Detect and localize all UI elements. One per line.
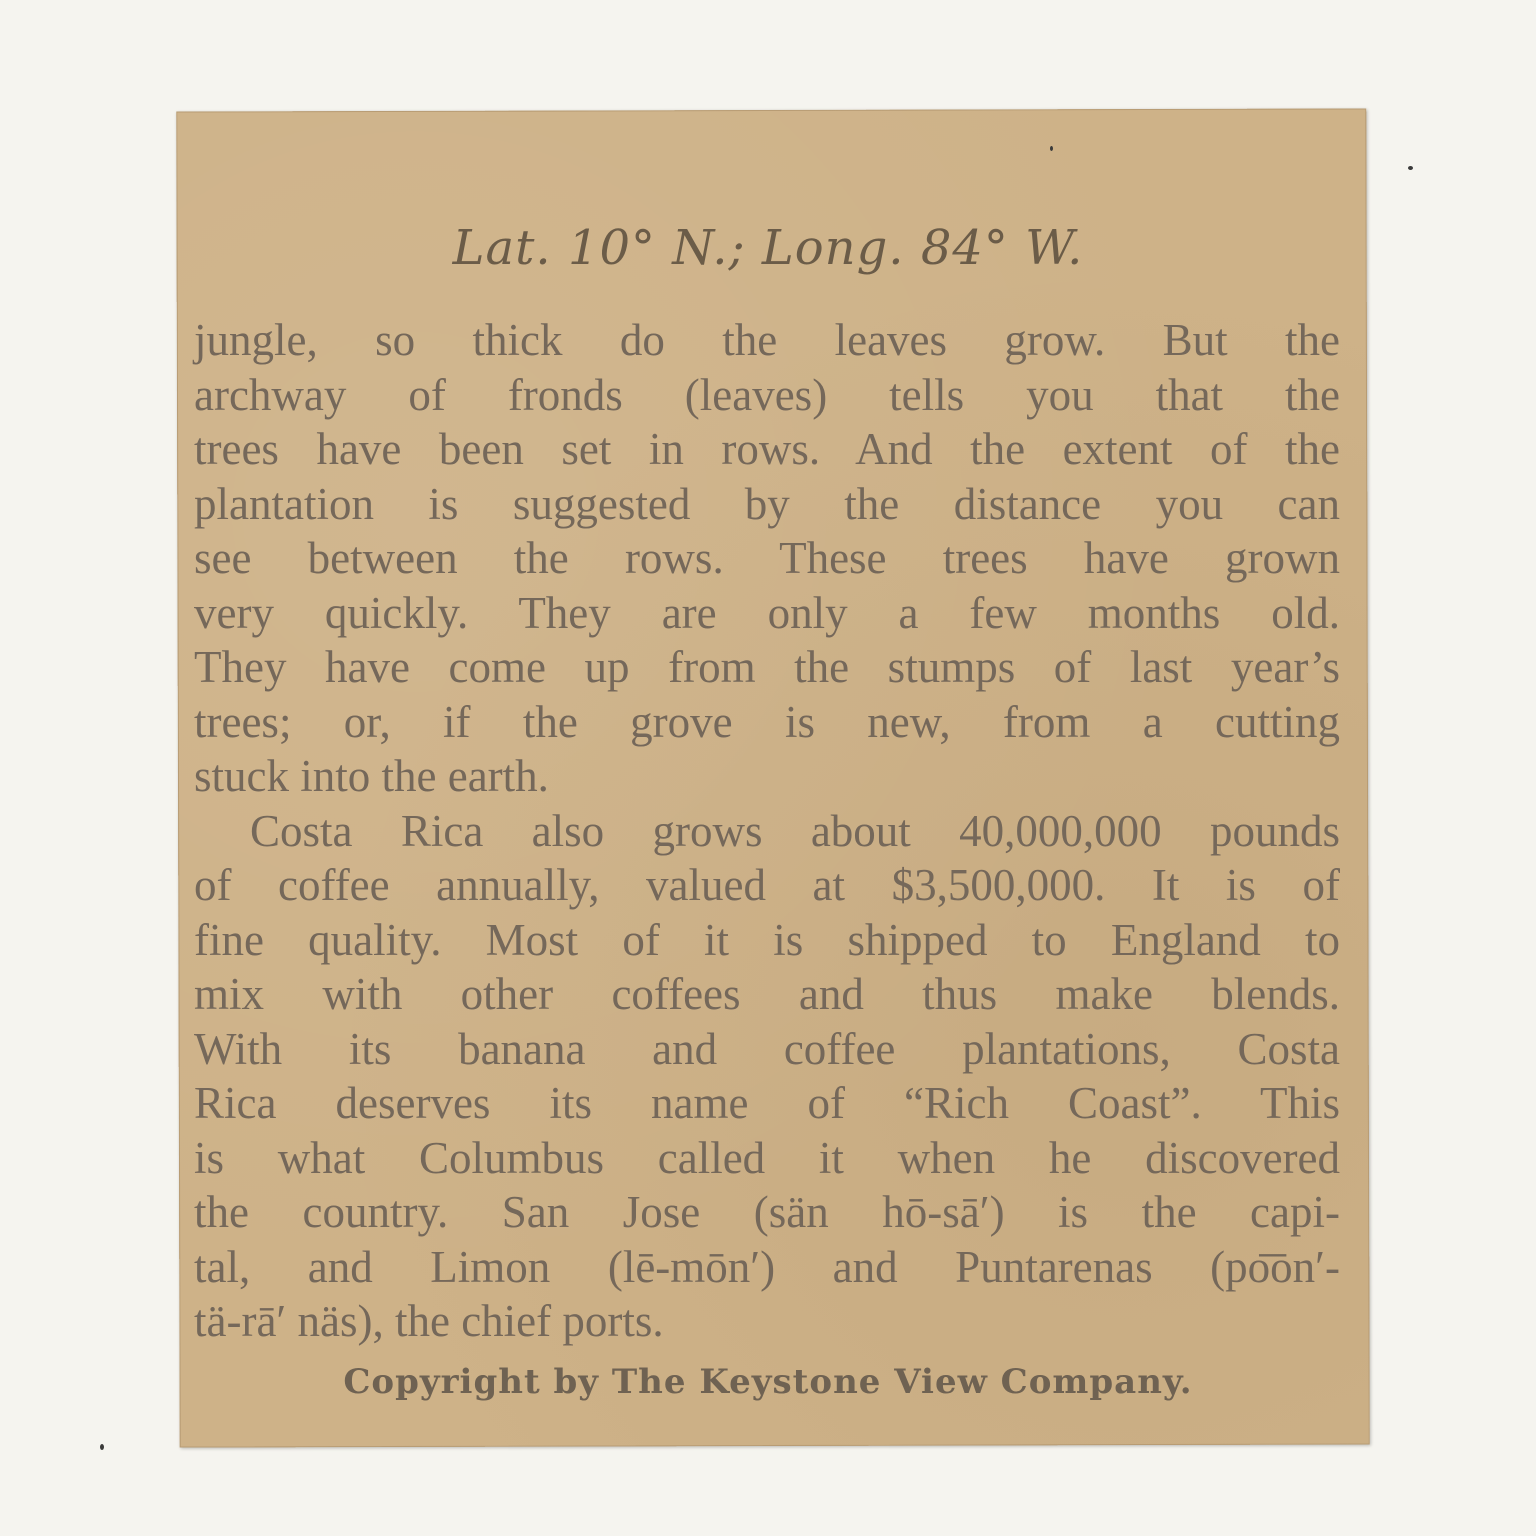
text-line: stuck into the earth. xyxy=(194,751,549,801)
text-line: Costa Rica also grows about 40,000,000 pounds xyxy=(250,805,1340,856)
text-line: of coffee annually, valued at $3,500,000. It is of xyxy=(194,860,1340,910)
text-line: They have come up from the stumps of last year’s xyxy=(194,642,1340,692)
text-line: tä-rā′ näs), the chief ports. xyxy=(194,1296,664,1346)
text-line: Rica deserves its name of “Rich Coast”. This xyxy=(194,1078,1340,1128)
text-line: mix with other coffees and thus make blends. xyxy=(194,969,1340,1019)
text-line: see between the rows. These trees have grown xyxy=(194,533,1340,583)
copyright-line: Copyright by The Keystone View Company. xyxy=(343,1362,1193,1402)
text-line: is what Columbus called it when he discovered xyxy=(194,1132,1340,1183)
text-line: tal, and Limon (lē-mōn′) and Puntarenas (po͞on′- xyxy=(194,1241,1340,1292)
text-line: trees have been set in rows. And the extent of the xyxy=(194,424,1340,474)
text-line: plantation is suggested by the distance you can xyxy=(194,478,1340,529)
description-text xyxy=(194,313,1340,1349)
text-line: very quickly. They are only a few months old. xyxy=(194,587,1340,638)
text-line: archway of fronds (leaves) tells you that the xyxy=(194,369,1340,420)
dust-speck xyxy=(1408,166,1413,170)
dust-speck xyxy=(1050,146,1053,151)
dust-speck xyxy=(100,1444,104,1450)
text-line: jungle, so thick do the leaves grow. But the xyxy=(194,315,1340,365)
text-line: fine quality. Most of it is shipped to England to xyxy=(194,914,1340,965)
coordinates-heading: Lat. 10° N.; Long. 84° W. xyxy=(452,220,1084,276)
text-line: the country. San Jose (sän hō-sā′) is the capi- xyxy=(194,1187,1340,1237)
text-line: trees; or, if the grove is new, from a cutting xyxy=(194,696,1340,747)
text-line: With its banana and coffee plantations, Costa xyxy=(194,1023,1340,1074)
